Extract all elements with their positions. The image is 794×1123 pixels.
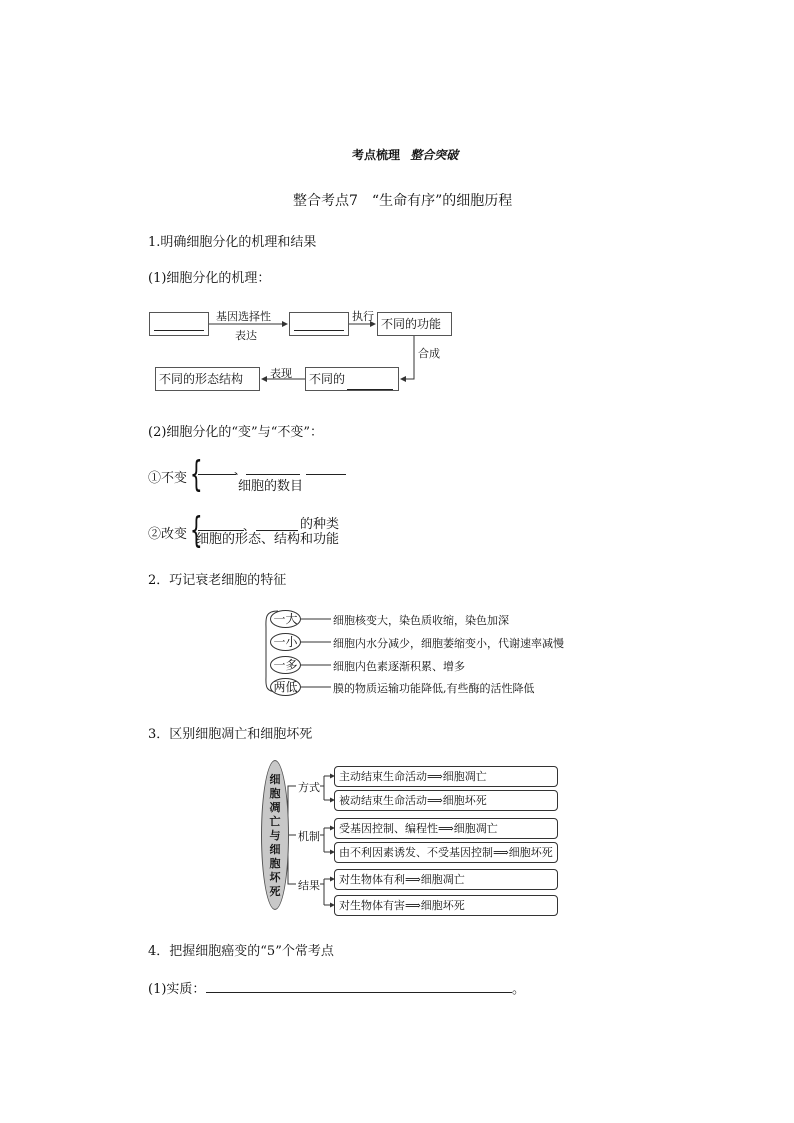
section-1-heading: 1.明确细胞分化的机理和结果: [148, 235, 317, 250]
oval-char: 与: [269, 829, 281, 842]
section-4-sub1-label: (1)实质：: [148, 982, 206, 997]
mode-apoptosis-text: 主动结束生命活动⟹细胞凋亡: [339, 770, 487, 783]
changed-brace-icon: {: [190, 510, 203, 551]
aging-tag-3: [270, 656, 301, 674]
section-3-heading: 3．区别细胞凋亡和细胞坏死: [148, 727, 313, 742]
mechanism-apoptosis-box: [334, 818, 558, 839]
page-title: 整合考点7 “生命有序”的细胞历程: [293, 193, 513, 209]
section-1-sub2: (2)细胞分化的“变”与“不变”：: [148, 425, 323, 440]
mode-necrosis-box: [334, 790, 558, 811]
mode-necrosis-text: 被动结束生命活动⟹细胞坏死: [339, 794, 487, 807]
flow-arrow-3-label: 合成: [418, 347, 440, 360]
flow-box-4: [305, 367, 399, 391]
aging-text-1: 细胞核变大，染色质收缩，染色加深: [333, 614, 509, 627]
flow-box-3-text: 不同的功能: [381, 317, 442, 331]
flow-arrow-1-top-label: 基因选择性: [216, 310, 271, 323]
section-4-heading: 4．把握细胞癌变的“5”个常考点: [148, 944, 334, 959]
unchanged-label: ①不变: [148, 471, 188, 486]
oval-char: 细: [269, 843, 281, 856]
flow-box-4-prefix: 不同的: [309, 372, 346, 386]
unchanged-blank-1: [198, 460, 236, 475]
unchanged-item: 细胞的数目: [238, 479, 304, 494]
aging-text-3: 细胞内色素逐渐积累、增多: [333, 660, 465, 673]
unchanged-brace-icon: {: [190, 454, 203, 495]
oval-char: 凋: [269, 801, 281, 814]
oval-char: 坏: [269, 871, 281, 884]
flow-arrow-4-label: 表现: [270, 367, 292, 380]
mechanism-apoptosis-text: 受基因控制、编程性⟹细胞凋亡: [339, 822, 498, 835]
flow-box-5-text: 不同的形态结构: [159, 372, 244, 386]
section-2-heading: 2．巧记衰老细胞的特征: [148, 573, 287, 588]
section-header-right: 整合突破: [410, 148, 459, 162]
flow-box-5: [155, 367, 260, 391]
aging-tag-1-text: 一大: [273, 612, 298, 626]
changed-label: ②改变: [148, 527, 188, 542]
aging-tag-2-text: 一小: [273, 635, 298, 649]
flow-box-3: [377, 312, 452, 336]
oval-char: 胞: [269, 787, 281, 800]
changed-separator: 、: [243, 519, 256, 533]
result-apoptosis-box: [334, 869, 558, 890]
aging-text-2: 细胞内水分减少，细胞萎缩变小，代谢速率减慢: [333, 637, 564, 650]
section-header-left: 考点梳理: [352, 148, 401, 162]
group-label-result: 结果: [298, 879, 320, 892]
result-apoptosis-text: 对生物体有利⟹细胞凋亡: [339, 873, 465, 886]
result-necrosis-box: [334, 895, 558, 916]
group-label-mode: 方式: [298, 781, 320, 794]
unchanged-separator: 、: [234, 463, 247, 477]
apoptosis-oval-text: [261, 773, 289, 899]
flow-arrow-1-bottom-label: 表达: [235, 329, 257, 342]
mode-apoptosis-box: [334, 766, 558, 787]
aging-tag-1: [270, 610, 301, 628]
flow-box-4-blank: [347, 377, 393, 390]
flow-box-1-blank: [154, 316, 204, 331]
unchanged-blank-2: [246, 460, 300, 475]
result-necrosis-text: 对生物体有害⟹细胞坏死: [339, 899, 465, 912]
group-label-mechanism: 机制: [298, 830, 320, 843]
oval-char: 胞: [269, 857, 281, 870]
aging-tag-2: [270, 633, 301, 651]
aging-tag-4-text: 两低: [273, 680, 298, 694]
mechanism-necrosis-text: 由不利因素诱发、不受基因控制⟹细胞坏死: [339, 846, 553, 859]
oval-char: 死: [269, 885, 281, 898]
changed-item: 细胞的形态、结构和功能: [196, 532, 340, 547]
aging-tag-3-text: 一多: [273, 658, 298, 672]
aging-tag-4: [270, 678, 301, 696]
section-header: [352, 146, 458, 163]
oval-char: 细: [269, 773, 281, 786]
aging-text-4: 膜的物质运输功能降低,有些酶的活性降低: [333, 682, 535, 695]
flow-box-2-blank: [294, 316, 344, 331]
oval-char: 亡: [269, 815, 281, 828]
flow-box-2: [289, 312, 349, 336]
mechanism-necrosis-box: [334, 842, 558, 863]
changed-suffix: 的种类: [300, 517, 340, 532]
flow-arrow-2-label: 执行: [352, 310, 374, 323]
section-1-sub1: (1)细胞分化的机理：: [148, 271, 271, 286]
section-4-sub1-blank: [206, 978, 512, 993]
section-4-sub1-end: 。: [512, 982, 526, 997]
flow-box-1: [149, 312, 209, 336]
flow-arrow-3: [401, 336, 414, 379]
unchanged-blank-3: [306, 460, 346, 475]
